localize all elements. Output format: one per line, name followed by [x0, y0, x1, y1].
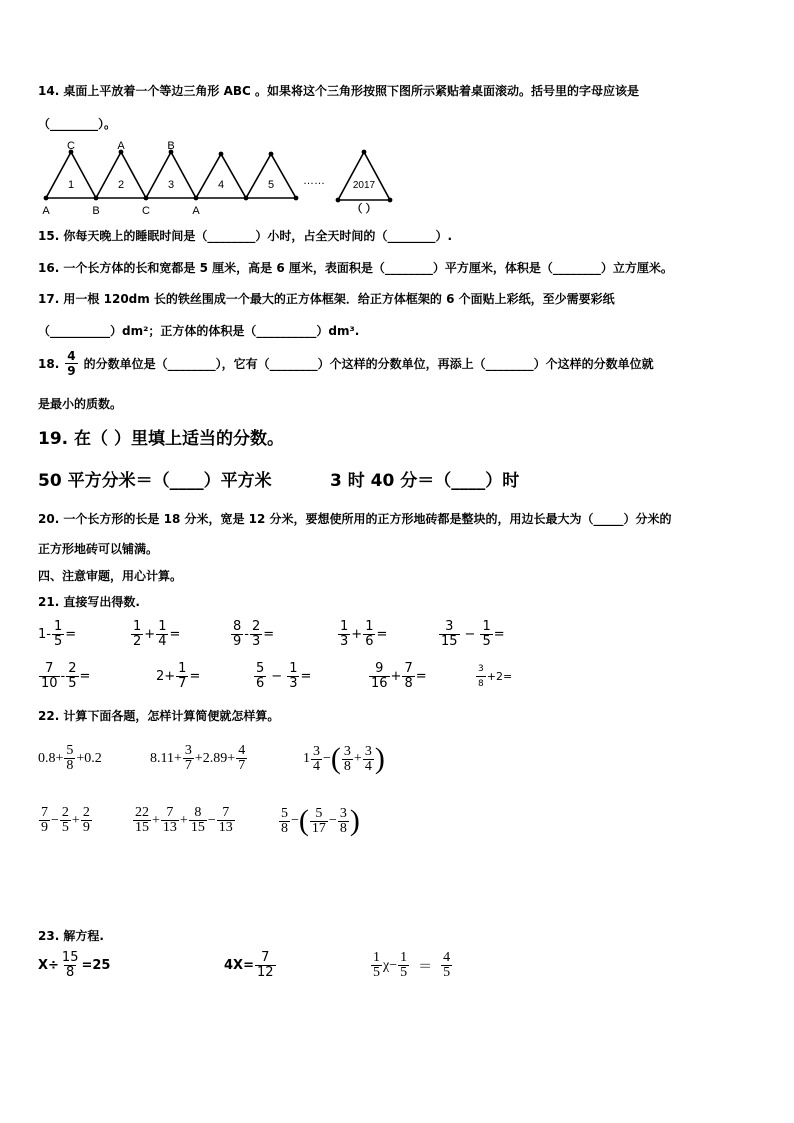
q22-title: 22. 计算下面各题，怎样计算简便就怎样算。	[38, 709, 280, 723]
q15-text: 15. 你每天晚上的睡眠时间是（________）小时，占全天时间的（________）.	[38, 229, 452, 243]
last-tri-label: 2017	[352, 180, 376, 191]
q23-eq-c: $\frac{1}{5}$ χ − $\frac{1}{5}$ ＝ $\frac{4}{5}$	[373, 950, 451, 980]
q21-expr-3: $\frac{8}{9}$ - $\frac{2}{3}$ =	[233, 619, 275, 649]
q21-expr-7: 2+ $\frac{1}{7}$ =	[156, 661, 201, 691]
q21-expr-4: $\frac{1}{3}$ + $\frac{1}{6}$ =	[340, 619, 388, 649]
q20-line1: 20. 一个长方形的长是 18 分米，宽是 12 分米，要想使所用的正方形地砖都是整块的，用边长最大为（_____）分米的	[38, 512, 672, 526]
bottom-letter: B	[92, 205, 100, 217]
q21-expr-6: $\frac{7}{10}$ - $\frac{2}{5}$ =	[41, 661, 91, 691]
q18-line1: 18. $\frac{4}{9}$ 的分数单位是（________），它有（________）个这样的分数单位，再添上（________）个这样的分数单位就	[38, 349, 654, 378]
q21-expr-10: $\frac{3}{8}$ +2=	[478, 664, 513, 689]
bottom-letter: C	[142, 205, 150, 217]
tri-label: 2	[117, 179, 125, 191]
q21-expr-5: $\frac{3}{15}$ − $\frac{1}{5}$ =	[441, 619, 505, 649]
q19-part2: 3 时 40 分＝（____）时	[330, 471, 520, 491]
tri-label: 3	[167, 179, 175, 191]
tri-label: 1	[67, 179, 75, 191]
q21-expr-1: 1- $\frac{1}{5}$ =	[38, 619, 77, 649]
q20-line2: 正方形地砖可以铺满。	[38, 542, 159, 556]
q22-expr-f: $\frac{5}{8}$ − ( $\frac{5}{17}$ − $\frac{3}{8}$ )	[281, 804, 360, 837]
q18-line2: 是最小的质数。	[38, 397, 123, 411]
q21-expr-2: $\frac{1}{2}$ + $\frac{1}{4}$ =	[133, 619, 181, 649]
q21-title: 21. 直接写出得数.	[38, 595, 140, 609]
tri-label: 4	[217, 179, 225, 191]
q23-title: 23. 解方程.	[38, 929, 104, 943]
fraction: $\frac{4}{9}$	[67, 349, 76, 378]
top-letter: A	[117, 140, 125, 152]
q14-text: 14. 桌面上平放着一个等边三角形 ABC 。如果将这个三角形按照下图所示紧贴着桌面滚动。括号里的字母应该是	[38, 84, 640, 98]
bottom-letter: A	[192, 205, 200, 217]
ellipsis: ……	[303, 175, 325, 187]
q23-eq-b: 4X= $\frac{7}{12}$	[224, 950, 274, 980]
q17-line2: （__________）dm²；正方体的体积是（__________）dm³.	[38, 324, 360, 338]
q17-line1: 17. 用一根 120dm 长的铁丝围成一个最大的正方体框架．给正方体框架的 6 个面贴上彩纸，至少需要彩纸	[38, 292, 615, 306]
last-blank: （ ）	[351, 203, 377, 215]
rolling-triangles-diagram	[38, 140, 418, 220]
q19-title: 19. 在（ ）里填上适当的分数。	[38, 429, 284, 449]
q16-text: 16. 一个长方体的长和宽都是 5 厘米，高是 6 厘米，表面积是（________）平方厘米，体积是（________）立方厘米。	[38, 261, 673, 275]
bottom-letter: A	[42, 205, 50, 217]
q23-eq-a: X÷ $\frac{15}{8}$ =25	[38, 950, 111, 980]
top-letter: C	[67, 140, 75, 152]
q14-answer-blank[interactable]: （________）。	[38, 117, 117, 131]
q22-expr-d: $\frac{7}{9}$ − $\frac{2}{5}$ + $\frac{2}{9}$	[41, 805, 90, 835]
q22-expr-e: $\frac{22}{15}$ + $\frac{7}{13}$ + $\frac{8}{15}$ − $\frac{7}{13}$	[135, 805, 233, 835]
section-heading: 四、注意审题，用心计算。	[38, 569, 183, 583]
q21-expr-8: $\frac{5}{6}$ − $\frac{1}{3}$ =	[256, 661, 312, 691]
q22-expr-a: 0.8+ $\frac{5}{8}$ +0.2	[38, 743, 102, 773]
q22-expr-c: 1 $\frac{3}{4}$ − ( $\frac{3}{8}$ + $\frac{3}{4}$ )	[303, 742, 385, 775]
q21-expr-9: $\frac{9}{16}$ + $\frac{7}{8}$ =	[371, 661, 427, 691]
top-letter: B	[167, 140, 175, 152]
q19-part1: 50 平方分米＝（____）平方米	[38, 471, 272, 491]
tri-label: 5	[267, 179, 275, 191]
q22-expr-b: 8.11+ $\frac{3}{7}$ +2.89+ $\frac{4}{7}$	[150, 743, 246, 773]
